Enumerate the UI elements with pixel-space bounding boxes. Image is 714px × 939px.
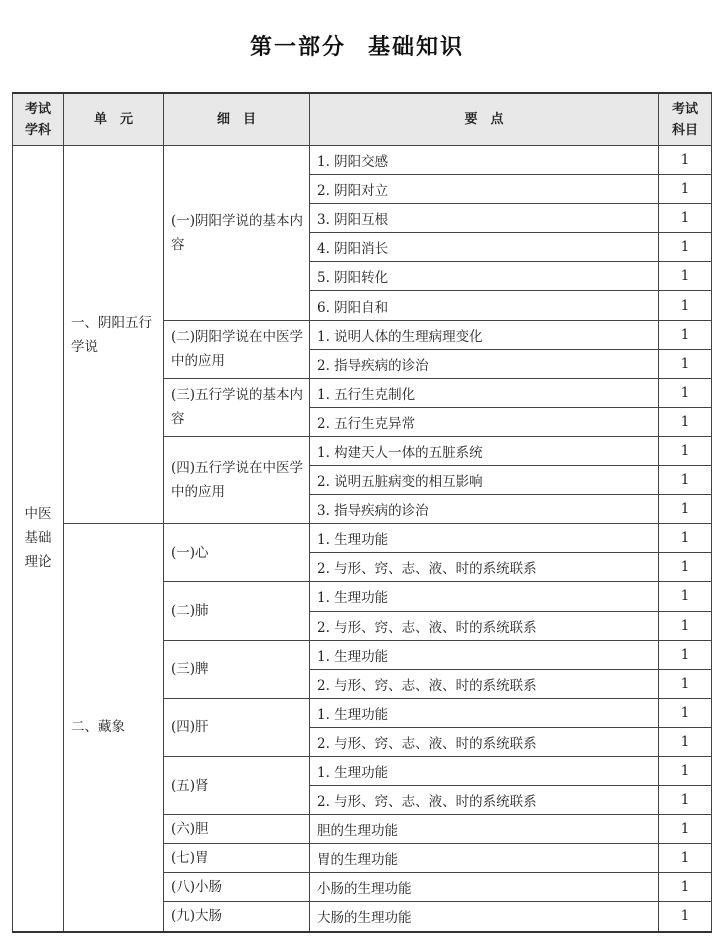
point-cell: 1. 生理功能 — [310, 698, 659, 727]
point-cell: 2. 与形、窍、志、液、时的系统联系 — [310, 727, 659, 756]
part-label: 第一部分 — [249, 35, 346, 60]
point-cell: 1. 生理功能 — [310, 524, 659, 553]
point-cell: 2. 与形、窍、志、液、时的系统联系 — [310, 669, 659, 698]
exam-score-cell: 1 — [659, 786, 712, 815]
exam-score-cell: 1 — [659, 524, 712, 553]
table-row — [13, 524, 712, 553]
subject-cell: 中医 基础 理论 — [13, 146, 64, 932]
header-subject: 考试 学科 — [13, 93, 64, 146]
exam-score-cell: 1 — [659, 669, 712, 698]
table-row — [13, 146, 712, 175]
point-cell: 5. 阴阳转化 — [310, 262, 659, 291]
exam-score-cell: 1 — [659, 815, 712, 844]
exam-score-cell: 1 — [659, 640, 712, 669]
item-cell: (二)肺 — [164, 582, 310, 640]
item-cell: (五)肾 — [164, 756, 310, 814]
exam-score-cell: 1 — [659, 146, 712, 175]
exam-score-cell: 1 — [659, 495, 712, 524]
exam-score-cell: 1 — [659, 873, 712, 902]
item-cell: (六)胆 — [164, 815, 310, 844]
point-cell: 小肠的生理功能 — [310, 873, 659, 902]
point-cell: 1. 生理功能 — [310, 640, 659, 669]
exam-score-cell: 1 — [659, 902, 712, 932]
header-exam: 考试 科目 — [659, 93, 712, 146]
item-cell: (二)阴阳学说在中医学中的应用 — [164, 320, 310, 378]
exam-score-cell: 1 — [659, 233, 712, 262]
unit-cell: 一、阴阳五行学说 — [64, 146, 164, 524]
point-cell: 2. 与形、窍、志、液、时的系统联系 — [310, 553, 659, 582]
unit-cell: 二、藏象 — [64, 524, 164, 932]
item-cell: (八)小肠 — [164, 873, 310, 902]
item-cell: (一)心 — [164, 524, 310, 582]
exam-score-cell: 1 — [659, 204, 712, 233]
exam-score-cell: 1 — [659, 175, 712, 204]
exam-score-cell: 1 — [659, 727, 712, 756]
point-cell: 1. 生理功能 — [310, 756, 659, 785]
topic-label: 基础知识 — [368, 35, 465, 60]
exam-score-cell: 1 — [659, 291, 712, 320]
item-cell: (七)胃 — [164, 844, 310, 873]
point-cell: 2. 指导疾病的诊治 — [310, 349, 659, 378]
point-cell: 2. 说明五脏病变的相互影响 — [310, 466, 659, 495]
header-item: 细 目 — [164, 93, 310, 146]
point-cell: 1. 构建天人一体的五脏系统 — [310, 436, 659, 465]
point-cell: 1. 说明人体的生理病理变化 — [310, 320, 659, 349]
point-cell: 6. 阴阳自和 — [310, 291, 659, 320]
point-cell: 2. 与形、窍、志、液、时的系统联系 — [310, 786, 659, 815]
exam-score-cell: 1 — [659, 611, 712, 640]
exam-score-cell: 1 — [659, 349, 712, 378]
item-cell: (九)大肠 — [164, 902, 310, 932]
exam-score-cell: 1 — [659, 582, 712, 611]
exam-score-cell: 1 — [659, 436, 712, 465]
syllabus-table — [12, 92, 712, 933]
item-cell: (三)脾 — [164, 640, 310, 698]
point-cell: 胆的生理功能 — [310, 815, 659, 844]
point-cell: 3. 阴阳互根 — [310, 204, 659, 233]
item-cell: (一)阴阳学说的基本内容 — [164, 146, 310, 321]
exam-score-cell: 1 — [659, 466, 712, 495]
item-cell: (三)五行学说的基本内容 — [164, 378, 310, 436]
exam-score-cell: 1 — [659, 407, 712, 436]
exam-score-cell: 1 — [659, 320, 712, 349]
exam-score-cell: 1 — [659, 698, 712, 727]
point-cell: 1. 五行生克制化 — [310, 378, 659, 407]
page-title — [0, 30, 714, 61]
point-cell: 大肠的生理功能 — [310, 902, 659, 932]
point-cell: 4. 阴阳消长 — [310, 233, 659, 262]
header-unit: 单 元 — [64, 93, 164, 146]
item-cell: (四)五行学说在中医学中的应用 — [164, 436, 310, 523]
exam-score-cell: 1 — [659, 756, 712, 785]
exam-score-cell: 1 — [659, 378, 712, 407]
point-cell: 3. 指导疾病的诊治 — [310, 495, 659, 524]
point-cell: 2. 五行生克异常 — [310, 407, 659, 436]
point-cell: 2. 与形、窍、志、液、时的系统联系 — [310, 611, 659, 640]
point-cell: 胃的生理功能 — [310, 844, 659, 873]
exam-score-cell: 1 — [659, 844, 712, 873]
item-cell: (四)肝 — [164, 698, 310, 756]
header-points: 要 点 — [310, 93, 659, 146]
exam-score-cell: 1 — [659, 262, 712, 291]
header-row — [13, 93, 712, 146]
point-cell: 2. 阴阳对立 — [310, 175, 659, 204]
exam-score-cell: 1 — [659, 553, 712, 582]
point-cell: 1. 阴阳交感 — [310, 146, 659, 175]
point-cell: 1. 生理功能 — [310, 582, 659, 611]
